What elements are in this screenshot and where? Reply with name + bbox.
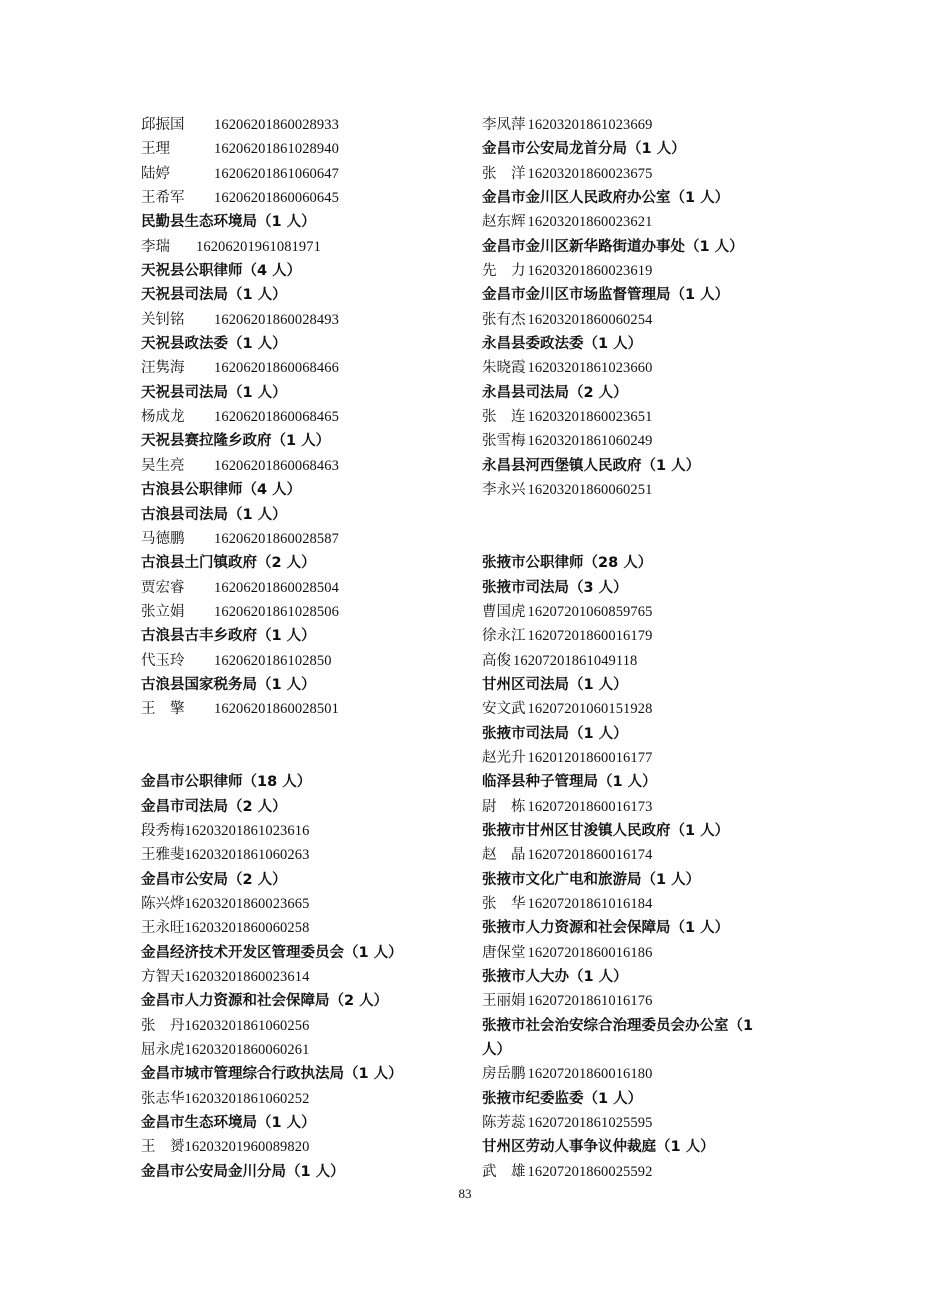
- lawyer-name: 高俊: [482, 652, 511, 669]
- lawyer-entry: [482, 941, 812, 965]
- section-heading: 张掖市社会治安综合治理委员会办公室（1: [482, 1017, 754, 1034]
- certificate-number: 16206201861028940: [214, 141, 339, 158]
- lawyer-entry: [141, 600, 461, 624]
- section-heading: 临泽县种子管理局（1 人）: [482, 774, 657, 791]
- lawyer-entry: [141, 405, 461, 429]
- section-heading: 金昌市公职律师（18 人）: [141, 774, 312, 791]
- right-column: [482, 113, 812, 1184]
- section-heading: 金昌市金川区新华路街道办事处（1 人）: [482, 238, 744, 255]
- lawyer-entry: [482, 892, 812, 916]
- lawyer-name: 安文武: [482, 701, 526, 718]
- lawyer-entry: [482, 162, 812, 186]
- certificate-number: 16203201860060251: [527, 482, 653, 499]
- section-heading: 金昌市公安局金川分局（1 人）: [141, 1163, 345, 1180]
- certificate-number: 16207201861025595: [527, 1115, 653, 1132]
- lawyer-entry: [482, 259, 812, 283]
- lawyer-name: 陆婷: [141, 165, 170, 182]
- lawyer-entry: [482, 308, 812, 332]
- section-heading: 甘州区劳动人事争议仲裁庭（1 人）: [482, 1139, 715, 1156]
- certificate-number: 16203201860060261: [184, 1042, 310, 1059]
- certificate-number: 16206201860028587: [214, 530, 339, 547]
- lawyer-name: 赵光升: [482, 749, 526, 766]
- lawyer-name: 陈芳蕊: [482, 1115, 526, 1132]
- lawyer-entry: [482, 989, 812, 1013]
- lawyer-name: 房岳鹏: [482, 1066, 526, 1083]
- lawyer-name: 李永兴: [482, 482, 526, 499]
- section-heading: 金昌市生态环境局（1 人）: [141, 1115, 316, 1132]
- section-heading: 张掖市人大办（1 人）: [482, 969, 628, 986]
- lawyer-name: 武 雄: [482, 1163, 526, 1180]
- page-number: 83: [458, 1186, 472, 1201]
- section-heading: 张掖市司法局（3 人）: [482, 579, 628, 596]
- certificate-number: 16206201861060647: [214, 165, 339, 182]
- section-heading: 天祝县司法局（1 人）: [141, 287, 287, 304]
- lawyer-entry: [141, 186, 461, 210]
- certificate-number: 16201201860016177: [527, 749, 653, 766]
- lawyer-entry: [141, 1087, 461, 1111]
- lawyer-entry: [141, 1135, 461, 1159]
- section-heading: 古浪县公职律师（4 人）: [141, 482, 302, 499]
- lawyer-entry: [482, 600, 812, 624]
- lawyer-name: 先 力: [482, 263, 526, 280]
- lawyer-name: 张有杰: [482, 311, 526, 328]
- lawyer-name: 杨成龙: [141, 409, 185, 426]
- certificate-number: 16207201060859765: [527, 603, 653, 620]
- section-heading: 天祝县政法委（1 人）: [141, 336, 287, 353]
- section-heading: 金昌市金川区市场监督管理局（1 人）: [482, 287, 730, 304]
- certificate-number: 16203201861060256: [184, 1017, 310, 1034]
- certificate-number: 16203201861060252: [184, 1090, 310, 1107]
- lawyer-name: 张 华: [482, 896, 526, 912]
- lawyer-entry: [141, 1014, 461, 1038]
- section-heading: 金昌市公安局龙首分局（1 人）: [482, 141, 686, 158]
- section-heading: 古浪县古丰乡政府（1 人）: [141, 628, 316, 645]
- certificate-number: 16203201860023675: [527, 165, 653, 182]
- certificate-number: 16203201860060258: [184, 920, 310, 937]
- section-heading: 永昌县河西堡镇人民政府（1 人）: [482, 457, 701, 474]
- lawyer-name: 段秀梅: [141, 822, 185, 839]
- certificate-number: 16207201860016186: [527, 944, 653, 961]
- section-heading: 天祝县公职律师（4 人）: [141, 263, 302, 280]
- lawyer-name: 李瑞: [141, 238, 170, 255]
- section-heading: 金昌市金川区人民政府办公室（1 人）: [482, 190, 730, 207]
- lawyer-name: 尉 栋: [482, 798, 526, 815]
- section-heading: 天祝县司法局（1 人）: [141, 384, 287, 401]
- section-heading: 甘州区司法局（1 人）: [482, 676, 628, 693]
- section-heading: 张掖市甘州区甘浚镇人民政府（1 人）: [482, 822, 730, 839]
- lawyer-entry: [141, 576, 461, 600]
- lawyer-entry: [141, 308, 461, 332]
- lawyer-name: 张 连: [482, 409, 526, 426]
- lawyer-name: 贾宏睿: [141, 579, 185, 596]
- blank-line: [482, 527, 812, 551]
- lawyer-entry: [482, 795, 812, 819]
- lawyer-entry: [141, 965, 461, 989]
- lawyer-entry: [141, 843, 461, 867]
- lawyer-name: 关钊铭: [141, 311, 185, 328]
- certificate-number: 16207201860016173: [527, 798, 653, 815]
- certificate-number: 16206201860068463: [214, 457, 339, 474]
- lawyer-name: 张雪梅: [482, 433, 526, 450]
- section-heading: 张掖市文化广电和旅游局（1 人）: [482, 871, 701, 888]
- left-column: [141, 113, 461, 1184]
- section-heading: 金昌市司法局（2 人）: [141, 798, 287, 815]
- certificate-number: 16206201860028493: [214, 311, 339, 328]
- lawyer-name: 王 擎: [141, 701, 185, 718]
- certificate-number: 16203201861023669: [527, 117, 653, 133]
- certificate-number: 16207201860016179: [527, 628, 653, 645]
- certificate-number: 16207201861049118: [513, 652, 638, 669]
- lawyer-entry: [482, 210, 812, 234]
- lawyer-name: 赵东辉: [482, 214, 526, 231]
- section-heading: 张掖市公职律师（28 人）: [482, 555, 653, 572]
- lawyer-name: 王 赟: [141, 1139, 185, 1156]
- section-heading: 人）: [482, 1042, 511, 1059]
- certificate-number: 16203201860023665: [184, 896, 310, 912]
- lawyer-entry: [482, 356, 812, 380]
- lawyer-entry: [482, 746, 812, 770]
- lawyer-name: 朱晓霞: [482, 360, 526, 377]
- lawyer-entry: [141, 819, 461, 843]
- lawyer-entry: [482, 843, 812, 867]
- lawyer-entry: [482, 405, 812, 429]
- certificate-number: 16203201861060249: [527, 433, 653, 450]
- lawyer-entry: [482, 1160, 812, 1184]
- lawyer-name: 王永旺: [141, 920, 185, 937]
- lawyer-name: 李凤萍: [482, 117, 526, 133]
- lawyer-name: 陈兴烨: [141, 896, 185, 912]
- certificate-number: 16206201860060645: [214, 190, 339, 207]
- section-heading: 天祝县赛拉隆乡政府（1 人）: [141, 433, 331, 450]
- lawyer-name: 邱振国: [141, 117, 185, 133]
- lawyer-name: 王丽娟: [482, 993, 526, 1010]
- lawyer-name: 张立娟: [141, 603, 185, 620]
- certificate-number: 16203201860060254: [527, 311, 653, 328]
- certificate-number: 16207201861016184: [527, 896, 653, 912]
- section-heading: 张掖市纪委监委（1 人）: [482, 1090, 643, 1107]
- section-heading: 金昌市人力资源和社会保障局（2 人）: [141, 993, 389, 1010]
- lawyer-entry: [482, 697, 812, 721]
- certificate-number: 16203201860023651: [527, 409, 653, 426]
- section-heading: 古浪县司法局（1 人）: [141, 506, 287, 523]
- blank-line: [141, 722, 461, 746]
- lawyer-name: 汪隽海: [141, 360, 185, 377]
- certificate-number: 16206201860068466: [214, 360, 339, 377]
- section-heading: 民勤县生态环境局（1 人）: [141, 214, 316, 231]
- section-heading: 张掖市人力资源和社会保障局（1 人）: [482, 920, 730, 937]
- certificate-number: 16207201060151928: [527, 701, 653, 718]
- certificate-number: 16206201860028504: [214, 579, 339, 596]
- certificate-number: 16206201861028506: [214, 603, 339, 620]
- lawyer-entry: [482, 113, 812, 137]
- lawyer-name: 吴生亮: [141, 457, 185, 474]
- lawyer-entry: [482, 429, 812, 453]
- lawyer-entry: [141, 162, 461, 186]
- lawyer-entry: [482, 649, 812, 673]
- lawyer-name: 赵 晶: [482, 847, 526, 864]
- lawyer-entry: [141, 113, 461, 137]
- certificate-number: 16206201860028501: [214, 701, 339, 718]
- lawyer-name: 王雅斐: [141, 847, 185, 864]
- lawyer-entry: [141, 527, 461, 551]
- certificate-number: 16203201860023614: [184, 969, 310, 986]
- section-heading: 永昌县委政法委（1 人）: [482, 336, 643, 353]
- lawyer-entry: [141, 356, 461, 380]
- lawyer-name: 张志华: [141, 1090, 185, 1107]
- section-heading: 金昌市公安局（2 人）: [141, 871, 287, 888]
- section-heading: 古浪县土门镇政府（2 人）: [141, 555, 316, 572]
- lawyer-entry: [141, 649, 461, 673]
- lawyer-name: 张 洋: [482, 165, 526, 182]
- lawyer-entry: [141, 892, 461, 916]
- lawyer-name: 方智天: [141, 969, 185, 986]
- lawyer-name: 屈永虎: [141, 1042, 185, 1059]
- lawyer-entry: [141, 697, 461, 721]
- certificate-number: 16207201860016180: [527, 1066, 653, 1083]
- certificate-number: 16203201960089820: [184, 1139, 310, 1156]
- lawyer-name: 张 丹: [141, 1017, 185, 1034]
- lawyer-name: 王理: [141, 141, 170, 158]
- lawyer-name: 曹国虎: [482, 603, 526, 620]
- blank-line: [141, 746, 461, 770]
- lawyer-entry: [141, 454, 461, 478]
- blank-line: [482, 503, 812, 527]
- lawyer-name: 唐保堂: [482, 944, 526, 961]
- lawyer-entry: [482, 624, 812, 648]
- certificate-number: 16203201860023619: [527, 263, 653, 280]
- certificate-number: 16203201861023660: [527, 360, 653, 377]
- section-heading: 永昌县司法局（2 人）: [482, 384, 628, 401]
- lawyer-name: 代玉玲: [141, 652, 185, 669]
- lawyer-entry: [141, 137, 461, 161]
- section-heading: 金昌经济技术开发区管理委员会（1 人）: [141, 944, 403, 961]
- section-heading: 张掖市司法局（1 人）: [482, 725, 628, 742]
- lawyer-entry: [482, 1111, 812, 1135]
- lawyer-entry: [141, 1038, 461, 1062]
- certificate-number: 16206201860068465: [214, 409, 339, 426]
- certificate-number: 16206201961081971: [196, 238, 321, 255]
- certificate-number: 16207201860025592: [527, 1163, 653, 1180]
- section-heading: 古浪县国家税务局（1 人）: [141, 676, 316, 693]
- certificate-number: 16207201861016176: [527, 993, 653, 1010]
- lawyer-entry: [482, 478, 812, 502]
- certificate-number: 16203201860023621: [527, 214, 653, 231]
- section-heading: 金昌市城市管理综合行政执法局（1 人）: [141, 1066, 403, 1083]
- lawyer-name: 王希军: [141, 190, 185, 207]
- lawyer-entry: [482, 1062, 812, 1086]
- lawyer-name: 马德鹏: [141, 530, 185, 547]
- certificate-number: 16203201861023616: [184, 822, 310, 839]
- certificate-number: 1620620186102850: [214, 652, 332, 669]
- certificate-number: 16206201860028933: [214, 117, 339, 133]
- lawyer-entry: [141, 235, 461, 259]
- certificate-number: 16203201861060263: [184, 847, 310, 864]
- certificate-number: 16207201860016174: [527, 847, 653, 864]
- lawyer-name: 徐永江: [482, 628, 526, 645]
- lawyer-entry: [141, 916, 461, 940]
